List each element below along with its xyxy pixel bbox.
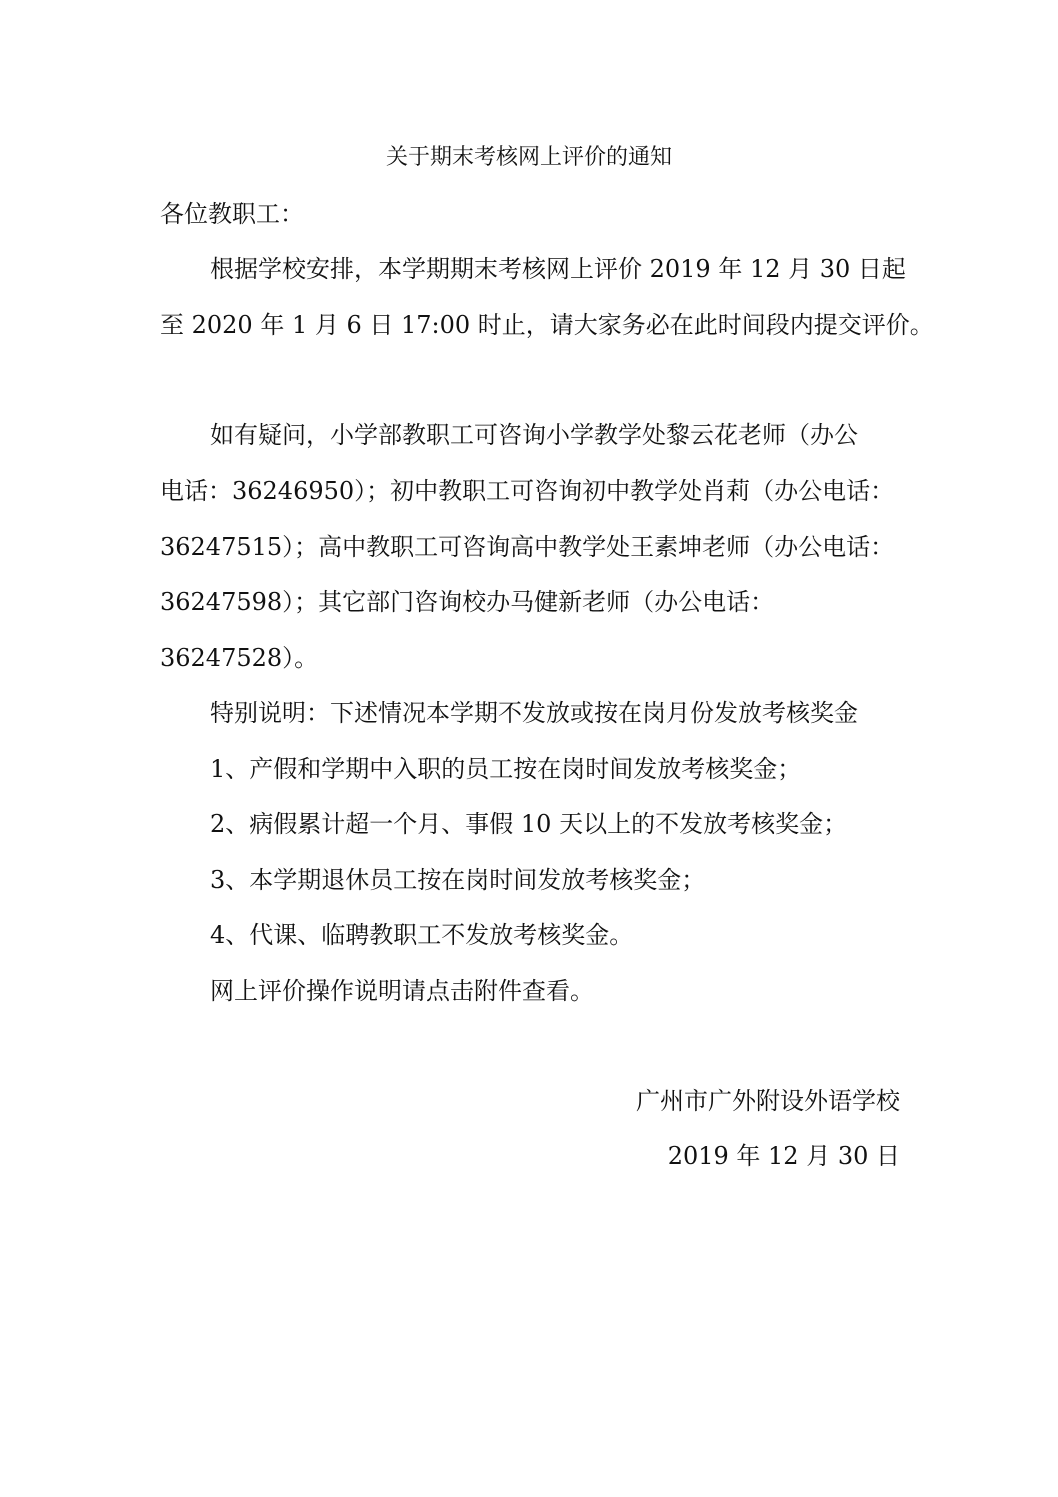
salutation: 各位教职工： [160, 200, 304, 228]
signature: 广州市广外附设外语学校 [636, 1087, 900, 1115]
para1-line1: 根据学校安排，本学期期末考核网上评价 2019 年 12 月 30 日起 [210, 255, 906, 283]
para1-line2: 至 2020 年 1 月 6 日 17:00 时止，请大家务必在此时间段内提交评价。 [160, 311, 934, 339]
list-item: 3、本学期退休员工按在岗时间发放考核奖金； [210, 866, 706, 894]
para2-line1: 如有疑问，小学部教职工可咨询小学教学处黎云花老师（办公 [210, 421, 858, 449]
notice-title: 关于期末考核网上评价的通知 [385, 145, 672, 170]
special-note: 特别说明：下述情况本学期不发放或按在岗月份发放考核奖金 [210, 699, 858, 727]
para2-line3: 36247515）；高中教职工可咨询高中教学处王素坤老师（办公电话： [160, 533, 895, 561]
attachment-note: 网上评价操作说明请点击附件查看。 [210, 977, 594, 1005]
list-item: 2、病假累计超一个月、事假 10 天以上的不发放考核奖金； [210, 810, 848, 838]
list-item: 1、产假和学期中入职的员工按在岗时间发放考核奖金； [210, 755, 802, 783]
para2-line4: 36247598）；其它部门咨询校办马健新老师（办公电话： [160, 588, 775, 616]
para2-line2: 电话：36246950）；初中教职工可咨询初中教学处肖莉（办公电话： [160, 477, 895, 505]
para2-line5: 36247528）。 [160, 644, 319, 672]
notice-date: 2019 年 12 月 30 日 [667, 1142, 900, 1170]
list-item: 4、代课、临聘教职工不发放考核奖金。 [210, 921, 634, 949]
